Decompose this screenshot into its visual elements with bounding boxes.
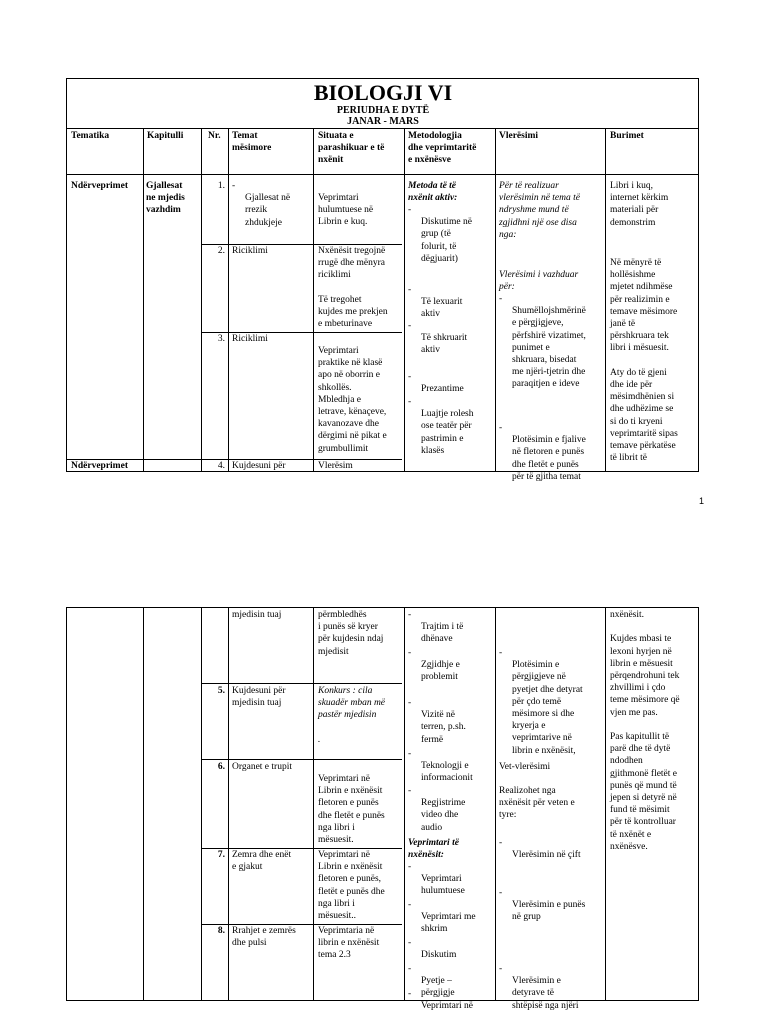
curriculum-table-page-2 [66,607,699,1012]
learning-situation: Veprimtari në Librin e nxënësit fletoren e punës dhe fletët e punës nga libri i mësuesit. [318,774,385,846]
self-assessment-intro: Realizohet nga nxënësit për veten e tyre: [499,786,575,821]
resources-text: Në mënyrë të hollësishme mjetet ndihmëse për realizimin e temave mësimore janë të përshkruara tek libri i mësuesit. Aty do të gjeni dhe ide për mësimdhënien si dhe udhëzime se si do ti kryeni veprimtaritë sipas temave përkatëse të librit të [610,258,678,464]
lesson-topic: Zemra dhe enët e gjakut [232,850,292,873]
self-assessment-heading: Vet-vlerësimi [499,762,551,772]
col-header-tematika: Tematika [71,131,110,141]
methodology-item: - Diskutim [408,938,457,961]
row-number: 7. [217,850,225,860]
learning-situation: Veprimtaria në librin e nxënësit tema 2.3 [318,926,380,961]
col-header-nr: Nr. [208,131,221,141]
learning-situation: përmbledhës i punës së kryer për kujdesin ndaj mjedisit [318,610,384,657]
row-number: 5. [217,686,225,696]
learning-situation: Nxënësit tregojnë rrugë dhe mënyra riciklimi Të tregohet kujdes me prekjen e mbeturinave [318,246,388,330]
assessment-item: - Vlerësimin në çift [499,838,581,861]
row-number: 2. [217,246,225,256]
lesson-topic: mjedisin tuaj [232,610,282,620]
learning-situation: Veprimtari praktike në klasë apo në oborrin e shkollës. Mbledhja e letrave, kënaçeve, kavanozave dhe dërgimi në pikat e grumbullimit [318,346,387,454]
row-number: 4. [217,461,225,471]
resources-text: Libri i kuq, internet kërkim materiali për demonstrim [610,181,669,228]
methodology-item: - Të lexuarit aktiv [408,285,463,320]
methodology-item: - Veprimtari me shkrim [408,900,476,935]
assessment-heading: Vlerësimi i vazhduar për: [499,270,579,293]
learning-situation: Konkurs : cila skuadër mban më pastër mjedisin . [318,686,386,745]
methodology-item: - Prezantime [408,372,464,395]
row-number: 1. [217,181,225,191]
tematika-cell-2: Ndërveprimet [71,461,128,471]
col-header-temat: Temat mësimore [232,131,272,154]
methodology-item: - Regjistrime video dhe audio [408,786,466,833]
assessment-intro: Për të realizuar vlerësimin në tema të ndryshme mund të zgjidhni një ose disa nga: [499,181,580,240]
lesson-topic: Riciklimi [232,246,268,256]
methodology-item: - Të shkruarit aktiv [408,321,468,356]
assessment-item: - Plotësimin e përgjigjeve në pyetjet dhe detyrat për çdo temë mësimore si dhe kryerja e veprimtarive në librin e nxënësit, [499,648,583,756]
resources-text: nxënësit. Kujdes mbasi te lexoni hyrjen në librin e mësuesit përqendrohuni tek zhvillimi i çdo teme mësimore që vjen me pas. Pas kapitullit të parë dhe të dytë ndodhen gjithmonë fletët e punës që mund të jepen si detyrë në fund të mësimit për të kontrolluar të nxënët e nxënësve. [610,610,680,852]
methodology-item: - Luajtje rolesh ose teatër për pastrimin e klasës [408,397,474,456]
lesson-topic: Kujdesuni për mjedisin tuaj [232,686,286,709]
assessment-item: - Vlerësimin e detyrave të shtëpisë nga njëri [499,964,579,1011]
lesson-topic: Riciklimi [232,334,268,344]
col-header-burimet: Burimet [610,131,644,141]
methodology-item: - Pyetje – përgjigje [408,964,455,999]
kapitulli-cell: Gjallesat ne mjedis vazhdim [146,181,185,216]
learning-situation: Vlerësim [318,461,353,471]
methodology-item: - Veprimtari hulumtuese [408,862,465,897]
methodology-item: - Diskutime në grup (të folurit, të dëgjuarit) [408,205,472,264]
col-header-situata: Situata e parashikuar e të nxënit [318,131,385,166]
row-number: 8. [217,926,225,936]
assessment-item: - Shumëllojshmërinë e përgjigjeve, përfshirë vizatimet, punimet e shkruara, bisedat me njëri-tjetrin dhe paraqitjen e ideve [499,294,586,390]
row-number: 6. [217,762,225,772]
assessment-item: - Vlerësimin e punës në grup [499,888,586,923]
methodology-heading: Veprimtari të nxënësit: [408,838,459,861]
assessment-item: - Plotësimin e fjalive në fletoren e punës dhe fletët e punës për të gjitha temat [499,423,586,482]
methodology-item: - Teknologji e informacionit [408,749,473,784]
col-header-vleresimi: Vlerësimi [499,131,539,141]
lesson-topic: - Gjallesat në rrezik zhdukjeje [232,181,291,228]
tematika-cell: Ndërveprimet [71,181,128,191]
methodology-item: - Vizitë në terren, p.sh. fermë [408,698,466,745]
methodology-item: - Trajtim i të dhënave [408,610,464,645]
lesson-topic: Rrahjet e zemrës dhe pulsi [232,926,296,949]
row-number: 3. [217,334,225,344]
months-subtitle: JANAR - MARS [347,116,419,127]
methodology-item: - Veprimtari në [408,989,473,1012]
col-header-kapitulli: Kapitulli [147,131,184,141]
page-number: 1 [698,496,704,506]
document-title: BIOLOGJI VI [313,80,453,105]
methodology-item: - Zgjidhje e problemit [408,648,460,683]
lesson-topic: Organet e trupit [232,762,292,772]
lesson-topic: Kujdesuni për [232,461,286,471]
learning-situation: Veprimtari hulumtuese në Librin e kuq. [318,193,374,228]
methodology-heading: Metoda të të nxënit aktiv: [408,181,458,204]
col-header-metodologjia: Metodologjia dhe veprimtaritë e nxënësve [408,131,477,166]
learning-situation: Veprimtari në Librin e nxënësit fletoren e punës, fletët e punës dhe nga libri i mësuesit.. [318,850,385,922]
period-subtitle: PERIUDHA E DYTË [336,105,430,116]
